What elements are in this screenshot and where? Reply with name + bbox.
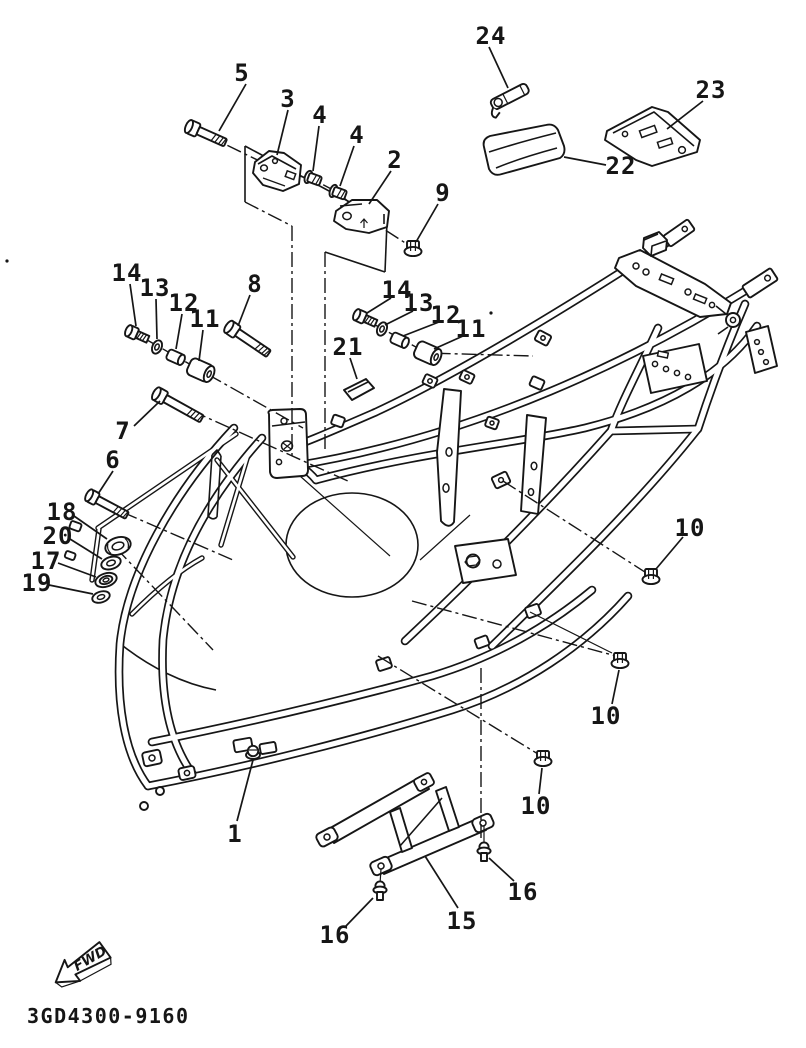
part-bolt-14-right bbox=[352, 308, 379, 329]
callout-16: 16 bbox=[319, 921, 351, 949]
callout-23: 23 bbox=[695, 76, 727, 104]
part-bolt-8 bbox=[222, 319, 272, 359]
part-bracket-24 bbox=[486, 83, 533, 119]
callout-9: 9 bbox=[435, 179, 451, 207]
part-nut-10-lower bbox=[535, 751, 552, 766]
part-bolt-1 bbox=[246, 746, 260, 759]
leader-line-22 bbox=[564, 157, 606, 165]
part-bolt-4-b bbox=[328, 184, 348, 202]
leader-line-8 bbox=[238, 295, 250, 326]
fwd-arrow bbox=[48, 939, 113, 992]
part-plate-21 bbox=[344, 379, 374, 400]
part-bracket-2 bbox=[334, 200, 389, 233]
callout-8: 8 bbox=[247, 270, 263, 298]
leader-line-15 bbox=[425, 856, 458, 908]
callout-11: 11 bbox=[189, 305, 221, 333]
leader-line-7 bbox=[134, 401, 160, 426]
part-nut-10-middle bbox=[612, 653, 629, 668]
diagram-code: 3GD4300-9160 bbox=[27, 1004, 190, 1028]
callout-24: 24 bbox=[475, 22, 507, 50]
part-pad-22 bbox=[484, 125, 565, 175]
part-washer-17 bbox=[93, 570, 118, 589]
part-bolt-5 bbox=[183, 119, 228, 149]
callout-4: 4 bbox=[312, 101, 328, 129]
rail-clamp-3 bbox=[459, 370, 475, 385]
leader-line-24 bbox=[489, 47, 508, 88]
part-bushing-11-left bbox=[185, 357, 217, 384]
callout-14: 14 bbox=[111, 259, 143, 287]
leader-line-19 bbox=[49, 585, 93, 594]
callout-3: 3 bbox=[280, 85, 296, 113]
callout-5: 5 bbox=[234, 59, 250, 87]
stud-mount-upper bbox=[491, 471, 511, 489]
callout-1: 1 bbox=[227, 820, 243, 848]
callout-4: 4 bbox=[349, 121, 365, 149]
callout-21: 21 bbox=[332, 333, 364, 361]
callout-7: 7 bbox=[115, 417, 131, 445]
skid-plate-15 bbox=[315, 772, 495, 876]
part-nut-9 bbox=[405, 241, 422, 256]
rail-clamp-2 bbox=[529, 376, 545, 390]
part-bolt-7 bbox=[150, 386, 205, 425]
stray-dot bbox=[5, 259, 8, 262]
callout-10: 10 bbox=[590, 702, 622, 730]
leader-line-5 bbox=[219, 84, 246, 131]
part-washer-13-left bbox=[150, 339, 164, 356]
pivot-plate bbox=[455, 539, 516, 583]
callout-22: 22 bbox=[605, 152, 637, 180]
callout-13: 13 bbox=[403, 289, 435, 317]
leader-line-10 bbox=[612, 670, 619, 704]
callout-13: 13 bbox=[139, 274, 171, 302]
rail-tab-4 bbox=[474, 635, 490, 649]
leader-line-17 bbox=[58, 563, 96, 577]
callout-16: 16 bbox=[507, 878, 539, 906]
part-bracket-3 bbox=[253, 151, 301, 191]
part-bolt-6 bbox=[83, 488, 130, 521]
rear-lower-plate bbox=[746, 326, 777, 373]
leader-line-6 bbox=[98, 471, 113, 494]
leader-line-11 bbox=[199, 330, 203, 361]
callout-10: 10 bbox=[520, 792, 552, 820]
callout-15: 15 bbox=[446, 907, 478, 935]
part-bolt-4-a bbox=[303, 170, 323, 188]
callout-11: 11 bbox=[455, 315, 487, 343]
part-washer-19 bbox=[91, 589, 111, 605]
rear-rail-tip-left bbox=[663, 219, 695, 247]
rear-rail-tip-right bbox=[742, 268, 778, 298]
callout-20: 20 bbox=[42, 522, 74, 550]
rail-clamp-1 bbox=[534, 330, 552, 346]
callout-12: 12 bbox=[430, 301, 462, 329]
leader-line-10 bbox=[539, 768, 542, 794]
leader-line-3 bbox=[277, 110, 288, 155]
callout-17: 17 bbox=[30, 547, 62, 575]
leader-line-12 bbox=[176, 314, 182, 349]
leader-line-14 bbox=[130, 284, 136, 326]
rail-tab-2 bbox=[331, 414, 346, 428]
callout-18: 18 bbox=[46, 498, 78, 526]
leader-line-2 bbox=[369, 171, 391, 204]
rear-down-plate-1 bbox=[437, 389, 461, 526]
leader-line-13 bbox=[156, 299, 157, 339]
part-collar-12-left bbox=[165, 349, 186, 366]
callout-2: 2 bbox=[387, 146, 403, 174]
t-panel-outline bbox=[245, 146, 387, 458]
stray-dot bbox=[489, 311, 492, 314]
leader-line-4 bbox=[313, 126, 319, 171]
callout-6: 6 bbox=[105, 446, 121, 474]
part-bolt-16-right bbox=[477, 842, 490, 861]
rail-tab-1 bbox=[485, 416, 500, 430]
part-washer-20 bbox=[100, 554, 123, 572]
part-bushing-11-right bbox=[412, 340, 444, 367]
callout-14: 14 bbox=[381, 276, 413, 304]
fwd-label: FWD bbox=[70, 943, 110, 975]
leader-line-21 bbox=[350, 358, 357, 379]
callout-10: 10 bbox=[674, 514, 706, 542]
part-bolt-14-left bbox=[124, 324, 151, 345]
leader-line-9 bbox=[416, 204, 438, 242]
callout-19: 19 bbox=[21, 569, 53, 597]
part-damper-18 bbox=[103, 534, 133, 558]
part-bolt-16-left bbox=[373, 881, 386, 900]
callout-12: 12 bbox=[168, 289, 200, 317]
leader-line-4 bbox=[340, 146, 354, 186]
part-nut-10-upper bbox=[643, 569, 660, 584]
